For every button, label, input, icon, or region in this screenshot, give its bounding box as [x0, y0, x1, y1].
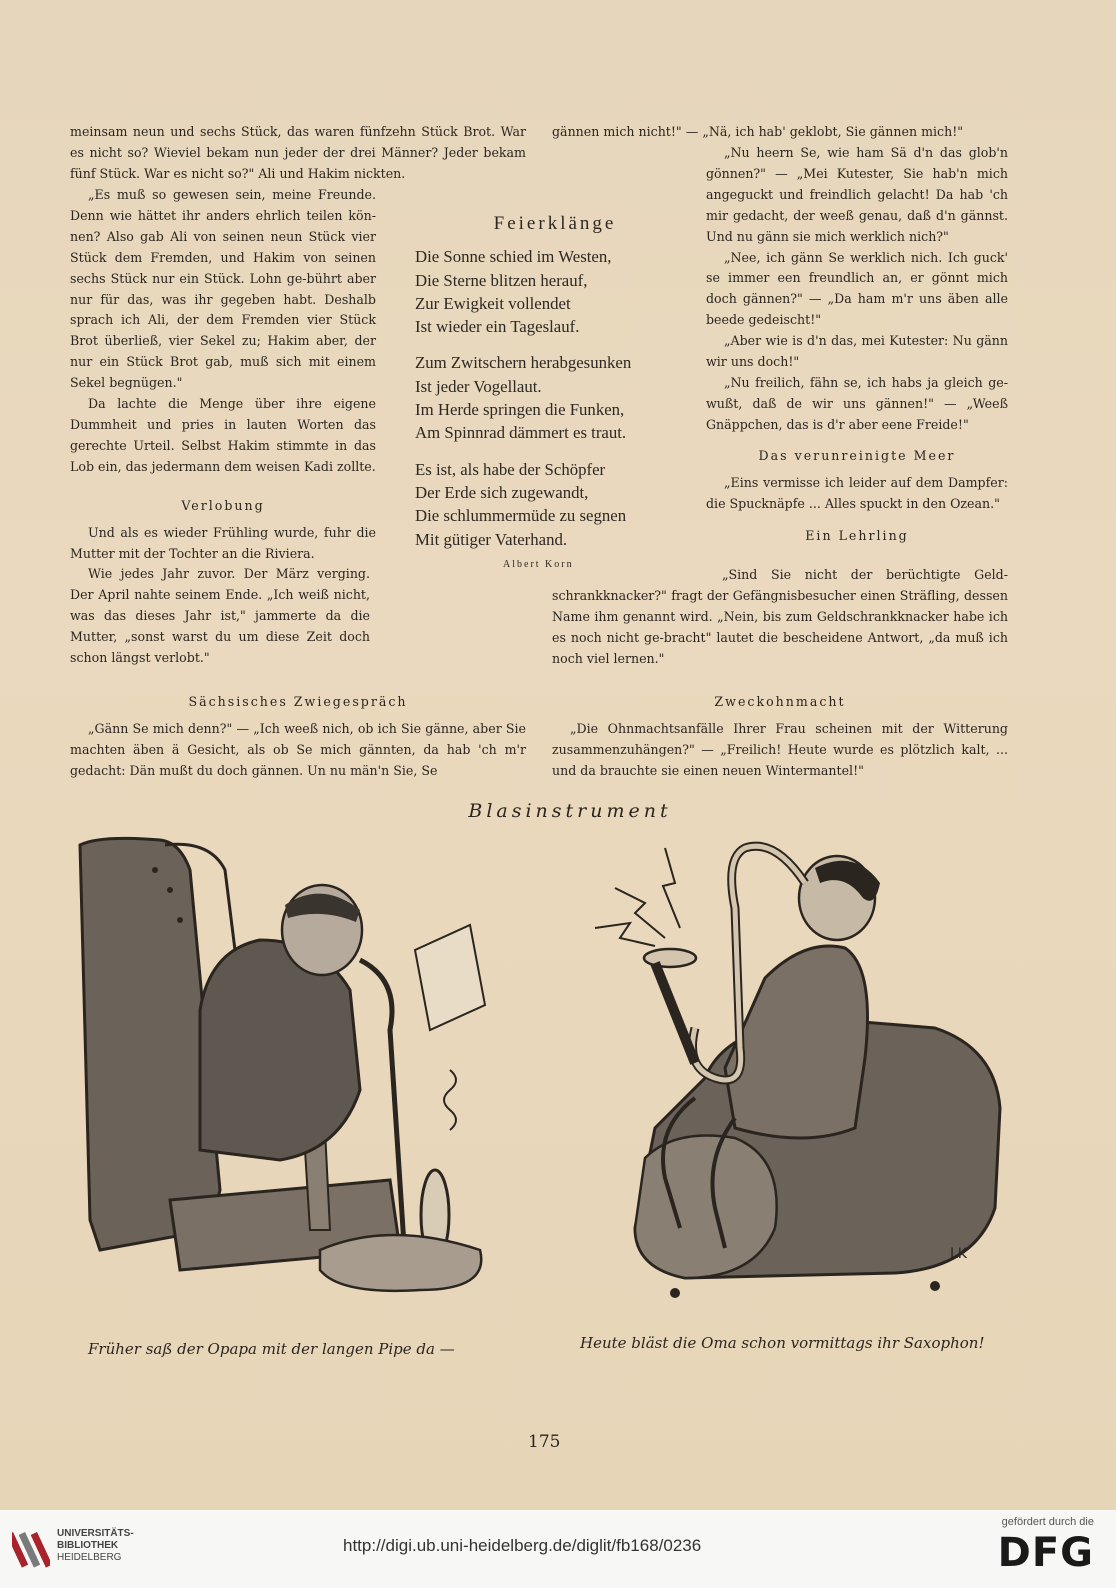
- left-paragraph-5a: [70, 564, 370, 669]
- library-line-1: UNIVERSITÄTS-: [57, 1528, 134, 1539]
- cartoon-title: Blasinstrument: [468, 800, 672, 822]
- zwiegespraech-text: „Gänn Se mich denn?" — „Ich weeß nich, ob ich Sie gänne, aber Sie machten äben ä Gesicht, als ob Se mich gännten, da hab 'ch m'r gedacht: Dän mußt du doch gännen. Un nu män'n Sie, Se: [70, 721, 526, 778]
- poem-line: Die Sonne schied im Westen,: [415, 247, 612, 267]
- right-column-narrow: [706, 143, 1008, 553]
- library-line-3: HEIDELBERG: [57, 1552, 122, 1563]
- caption-right: Heute bläst die Oma schon vormittags ihr Saxophon!: [580, 1334, 985, 1352]
- right-paragraph-5: „Nu freilich, fähn se, ich habs ja gleich ge-wußt, daß de wir uns gännen!" — „Weeß Gnäppchen, das is d'r aber eene Freide!": [706, 374, 1008, 432]
- left-paragraph-5: Wie jedes Jahr zuvor. Der März verging. Der April nahte seinem Ende. „Ich weiß nicht, was das dieses Jahr ist," jammerte da die Mutter, „sonst warst du um diese Zeit doch schon längst verlobt.": [70, 566, 370, 666]
- heading-zweckohnmacht: Zweckohnmacht: [714, 694, 846, 709]
- left-column-narrow: [70, 185, 376, 669]
- poem-title: Feierklänge: [493, 213, 617, 234]
- poem-line: Der Erde sich zugewandt,: [415, 482, 589, 502]
- page-number: 175: [528, 1432, 561, 1452]
- poem-stanza: [415, 245, 695, 338]
- poem-line: Zur Ewigkeit vollendet: [415, 293, 571, 313]
- sponsor-text: gefördert durch die: [1001, 1516, 1094, 1528]
- poem-author: Albert Korn: [503, 558, 574, 570]
- library-logo-icon: [12, 1528, 50, 1572]
- cartoon-left-illustration: [60, 830, 520, 1320]
- right-paragraph-4: „Aber wie is d'n das, mei Kutester: Nu gänn wir uns doch!": [706, 333, 1008, 370]
- left-paragraph-2: „Es muß so gewesen sein, meine Freunde. Denn wie hättet ihr anders ehrlich teilen kön-nen? Also gab Ali von seinen neun Stück vier Stück dem Fremden, und Hakim von seinen sechs Stück nur ein Stück. Lohn ge-bührt aber nur für das, was ihr gegeben habt. Deshalb sprach ich Ali, der dem Fremden vier Stück Brot überließ, vier Sekel zu; Hakim aber, der nur ein Stück Brot gab, muß sich mit einem Sekel begnügen.": [70, 187, 376, 391]
- poem-stanza: [415, 458, 695, 551]
- heading-lehrling: Ein Lehrling: [805, 528, 909, 544]
- poem-line: Ist wieder ein Tageslauf.: [415, 317, 580, 337]
- right-paragraph-7: „Sind Sie nicht der berüchtigte Geld-schrankknacker?" fragt der Gefängnisbesucher einen Sträfling, dessen Name ihm genannt wird. „Nein, bis zum Geldschrankknacker habe ich es noch nicht ge-bracht" lautet die bescheidene Antwort, „da muß ich noch viel lernen.": [552, 567, 1008, 666]
- right-paragraph-1: gännen mich nicht!" — „Nä, ich hab' geklobt, Sie gännen mich!": [552, 124, 964, 139]
- heading-verlobung: Verlobung: [181, 497, 265, 513]
- footer-bar: [0, 1510, 1116, 1588]
- right-paragraph-2: „Nu heern Se, wie ham Sä d'n das glob'n gönnen?" — „Mei Kutester, Sie hab'n mich angeguckt und freindlich gelacht! Da hab 'ch mir gedacht, der weeß genau, daß d'n gännst. Und nu gänn sie mich werklich nich?": [706, 145, 1008, 244]
- library-name: [57, 1528, 134, 1564]
- poem-line: Am Spinnrad dämmert es traut.: [415, 423, 627, 443]
- right-paragraph-3: „Nee, ich gänn Se werklich nich. Ich guck' se immer een freundlich an, er gönnt mich doch gännen?" — „Da ham m'r uns äben alle beede gedeischt!": [706, 249, 1008, 328]
- library-line-2: BIBLIOTHEK: [57, 1540, 119, 1551]
- poem-line: Zum Zwitschern herabgesunken: [415, 353, 632, 373]
- left-paragraph-3: Da lachte die Menge über ihre eigene Dummheit und pries in lauten Worten das gerechte Urteil. Selbst Hakim stimmte in das Lob ein, das jedermann dem weisen Kadi zollte.: [70, 396, 376, 474]
- zweckohnmacht-text: „Die Ohnmachtsanfälle Ihrer Frau scheinen mit der Witterung zusammenzuhängen?" — „Freilich! Heute wurde es plötzlich kalt, ... und da brauchte sie einen neuen Wintermantel!": [552, 721, 1008, 778]
- left-column: [70, 122, 526, 185]
- right-paragraph-6: „Eins vermisse ich leider auf dem Dampfer: die Spucknäpfe ... Alles spuckt in den Ozean.": [706, 474, 1008, 511]
- dfg-logo: DFG: [997, 1530, 1094, 1576]
- right-column-lehrling: [552, 565, 1008, 670]
- caption-left: Früher saß der Opapa mit der langen Pipe da —: [88, 1340, 455, 1358]
- poem-line: Ist jeder Vogellaut.: [415, 376, 542, 396]
- heading-zwiegespraech: Sächsisches Zwiegespräch: [188, 694, 408, 709]
- poem-line: Im Herde springen die Funken,: [415, 400, 625, 420]
- poem-line: Es ist, als habe der Schöpfer: [415, 459, 606, 479]
- left-paragraph-4: Und als es wieder Frühling wurde, fuhr die Mutter mit der Tochter an die Riviera.: [70, 524, 376, 561]
- artist-signature: LK: [950, 1246, 967, 1262]
- heading-meer: Das verunreinigte Meer: [758, 447, 956, 463]
- permalink-url[interactable]: http://digi.ub.uni-heidelberg.de/diglit/fb168/0236: [343, 1536, 702, 1555]
- poem: [415, 212, 695, 576]
- right-column: [552, 122, 1008, 143]
- cartoon-right-illustration: [575, 828, 1015, 1318]
- poem-line: Die schlummermüde zu segnen: [415, 506, 627, 526]
- poem-stanza: [415, 351, 695, 444]
- poem-line: Die Sterne blitzen herauf,: [415, 270, 588, 290]
- poem-line: Mit gütiger Vaterhand.: [415, 529, 568, 549]
- left-paragraph-1: meinsam neun und sechs Stück, das waren fünfzehn Stück Brot. War es nicht so? Wieviel bekam nun jeder der drei Männer? Jeder bekam fünf Stück. War es nicht so?" Ali und Hakim nickten.: [70, 124, 526, 181]
